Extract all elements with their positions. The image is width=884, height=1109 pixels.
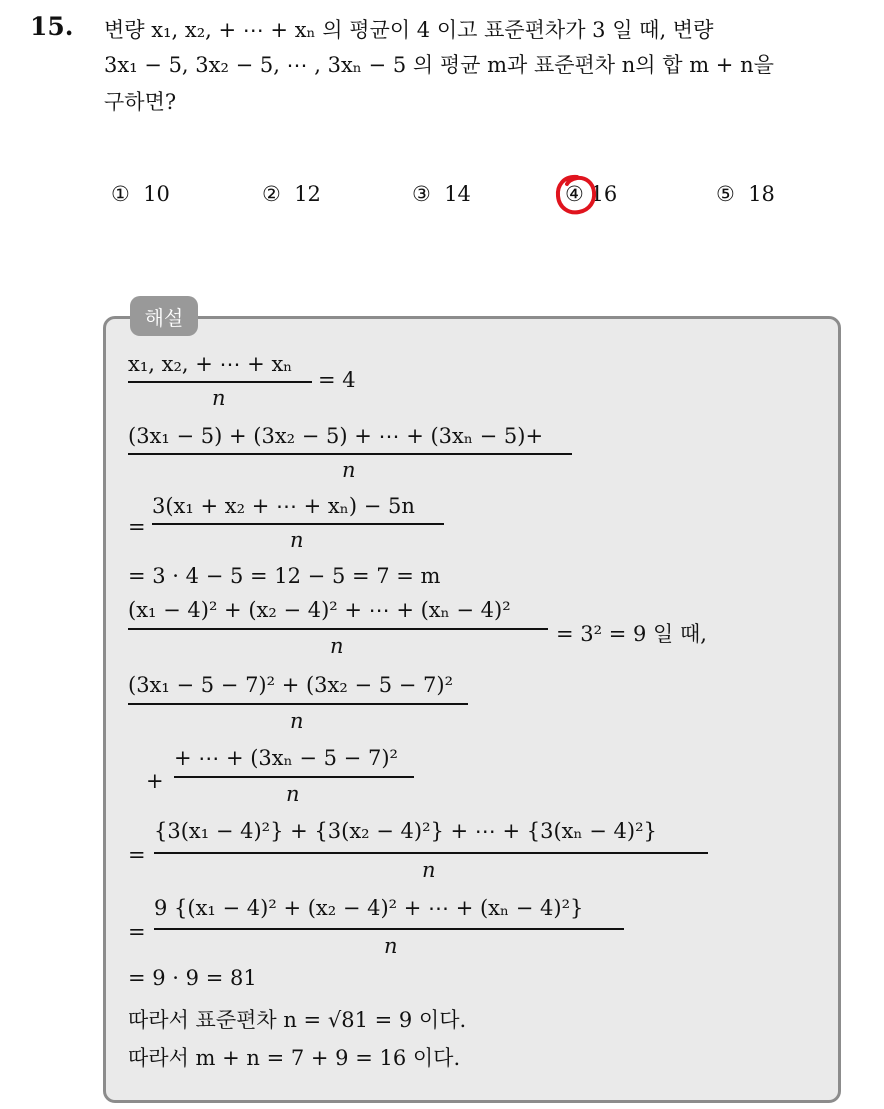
fraction-bar [128,628,548,630]
choice-2-mark: ② [262,182,281,206]
solution-tab [130,296,198,336]
fraction-numerator: (3x₁ − 5) + (3x₂ − 5) + ⋯ + (3xₙ − 5)+ [128,424,544,448]
solution-row-10: = 9 · 9 = 81 [128,966,257,990]
question-line-1: 변량 x₁, x₂, + ⋯ + xₙ 의 평균이 4 이고 표준편차가 3 일 때, 변량 [104,18,714,42]
choice-5-value: 18 [748,182,775,206]
fraction-numerator: (3x₁ − 5 − 7)² + (3x₂ − 5 − 7)² [128,673,454,697]
choice-3-mark: ③ [412,182,431,206]
solution-row-9-lead: = [128,920,146,944]
solution-row-12: 따라서 m + n = 7 + 9 = 16 이다. [128,1046,461,1070]
fraction-denominator: n [330,634,344,658]
answer-circle-icon [555,174,597,216]
question-line-2: 3x₁ − 5, 3x₂ − 5, ⋯ , 3xₙ − 5 의 평균 m과 표준편차 n의 합 m + n을 [104,53,774,77]
fraction-bar [154,852,708,854]
choice-4-mark: ④ [565,182,584,206]
fraction-bar [152,523,444,525]
fraction-numerator: (x₁ − 4)² + (x₂ − 4)² + ⋯ + (xₙ − 4)² [128,598,511,622]
solution-row-4: = 3 · 4 − 5 = 12 − 5 = 7 = m [128,564,441,588]
question-line-3: 구하면? [104,90,177,114]
choice-1-value: 10 [143,182,170,206]
fraction-numerator: + ⋯ + (3xₙ − 5 − 7)² [174,746,398,770]
fraction-bar [128,453,572,455]
choice-1[interactable] [111,182,170,206]
fraction-denominator: n [422,858,436,882]
choice-3[interactable] [412,182,471,206]
solution-row-7-lead: + [146,769,164,793]
fraction-numerator: 3(x₁ + x₂ + ⋯ + xₙ) − 5n [152,494,415,518]
choice-5-mark: ⑤ [716,182,735,206]
question-number: 15. [30,12,74,41]
fraction-bar [128,703,468,705]
choice-2-value: 12 [294,182,321,206]
choice-2[interactable] [262,182,321,206]
solution-row-3-lead: = [128,515,146,539]
fraction-numerator: 9 {(x₁ − 4)² + (x₂ − 4)² + ⋯ + (xₙ − 4)²} [154,896,584,920]
solution-tab-label: 해설 [144,306,184,330]
choice-1-mark: ① [111,182,130,206]
fraction-denominator: n [342,458,356,482]
choice-5[interactable] [716,182,775,206]
choice-4-value: 16 [590,182,618,206]
fraction-denominator: n [286,782,300,806]
fraction-denominator: n [290,528,304,552]
fraction-bar [174,776,414,778]
solution-row-1-result: = 4 [318,368,356,392]
fraction-numerator: {3(x₁ − 4)²} + {3(x₂ − 4)²} + ⋯ + {3(xₙ − 4)²} [154,819,657,843]
solution-row-5-result: = 3² = 9 일 때, [556,622,707,646]
fraction-numerator: x₁, x₂, + ⋯ + xₙ [128,352,293,376]
fraction-denominator: n [384,934,398,958]
choice-3-value: 14 [444,182,471,206]
fraction-denominator: n [290,709,304,733]
solution-row-11: 따라서 표준편차 n = √81 = 9 이다. [128,1008,467,1032]
fraction-bar [154,928,624,930]
fraction-bar [128,381,312,383]
fraction-denominator: n [212,386,226,410]
solution-row-8-lead: = [128,843,146,867]
